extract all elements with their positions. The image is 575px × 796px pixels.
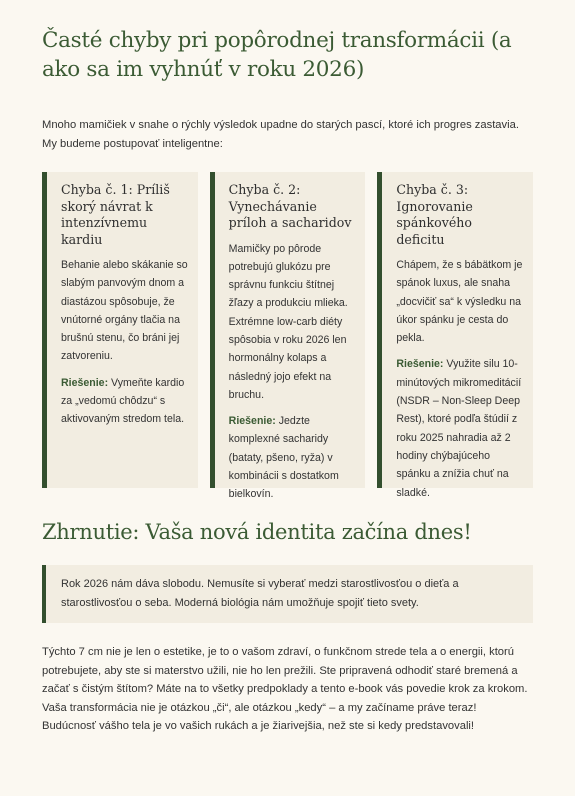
section-title: Časté chyby pri popôrodnej transformácii (a ako sa im vyhnúť v roku 2026) xyxy=(42,28,512,82)
solution-text: Jedzte komplexné sacharidy (bataty, pšeno, ryža) v kombinácii s dostatkom bielkovín. xyxy=(228,415,339,501)
card-title: Chyba č. 2: Vynechávanie príloh a sacharidov xyxy=(228,182,352,230)
card-solution xyxy=(396,355,523,501)
solution-label: Riešenie: xyxy=(61,376,109,389)
intro-paragraph: Mnoho mamičiek v snahe o rýchly výsledok upadne do starých pascí, ktoré ich progres zastavia. My budeme postupovať inteligentne: xyxy=(42,119,519,150)
summary-title: Zhrnutie: Vaša nová identita začína dnes! xyxy=(42,520,472,544)
solution-text: Vymeňte kardio za „vedomú chôdzu“ s aktivovaným stredom tela. xyxy=(61,376,185,426)
solution-label: Riešenie: xyxy=(396,358,444,371)
card-body: Mamičky po pôrode potrebujú glukózu pre správnu funkciu štítnej žľazy a produkciu mlieka. Extrémne low-carb diéty spôsobia v roku 2026 len hormonálny kolaps a následný jojo efekt na bruchu. xyxy=(228,242,348,401)
card-body: Chápem, že s bábätkom je spánok luxus, ale snaha „docvičiť sa“ k výsledku na úkor spánku je cesta do pekla. xyxy=(396,259,523,345)
mistakes-cards xyxy=(42,172,533,501)
card-solution xyxy=(61,374,188,429)
mistake-card-3 xyxy=(377,172,533,499)
card-body: Behanie alebo skákanie so slabým panvovým dnom a diastázou spôsobuje, že vnútorné orgány tlačia na brušnú stenu, čo bráni jej zatvoreniu. xyxy=(61,259,188,363)
solution-text: Využite silu 10-minútových mikromeditácií (NSDR – Non-Sleep Deep Rest), ktoré podľa štúdií z roku 2025 nahradia až 2 hodiny chýbajúceho spánku a znížia chuť na sladké. xyxy=(396,358,522,499)
mistake-card-2 xyxy=(210,172,366,501)
summary-quote: Rok 2026 nám dáva slobodu. Nemusíte si vyberať medzi starostlivosťou o dieťa a starostlivosťou o seba. Moderná biológia nám umožňuje spojiť tieto svety. xyxy=(42,565,533,623)
mistake-card-1 xyxy=(42,172,198,488)
closing-paragraph: Týchto 7 cm nie je len o estetike, je to o vašom zdraví, o funkčnom strede tela a o energii, ktorú potrebujete, aby ste si materstvo užili, nie ho len prežili. Ste pripravená odhodiť staré bremená a začať s čistým štítom? Máte na to všetky predpoklady a tento e-book vás povedie krok za krokom. Vaša transformácia nie je otázkou „či“, ale otázkou „kedy“ – a my začíname práve teraz! Budúcnosť vášho tela je vo vašich rukách a je žiarivejšia, než ste si kedy predstavovali! xyxy=(42,646,528,732)
card-title: Chyba č. 3: Ignorovanie spánkového deficitu xyxy=(396,182,473,247)
solution-label: Riešenie: xyxy=(228,415,276,428)
card-solution xyxy=(229,412,356,503)
card-title: Chyba č. 1: Príliš skorý návrat k intenzívnemu kardiu xyxy=(61,182,170,247)
